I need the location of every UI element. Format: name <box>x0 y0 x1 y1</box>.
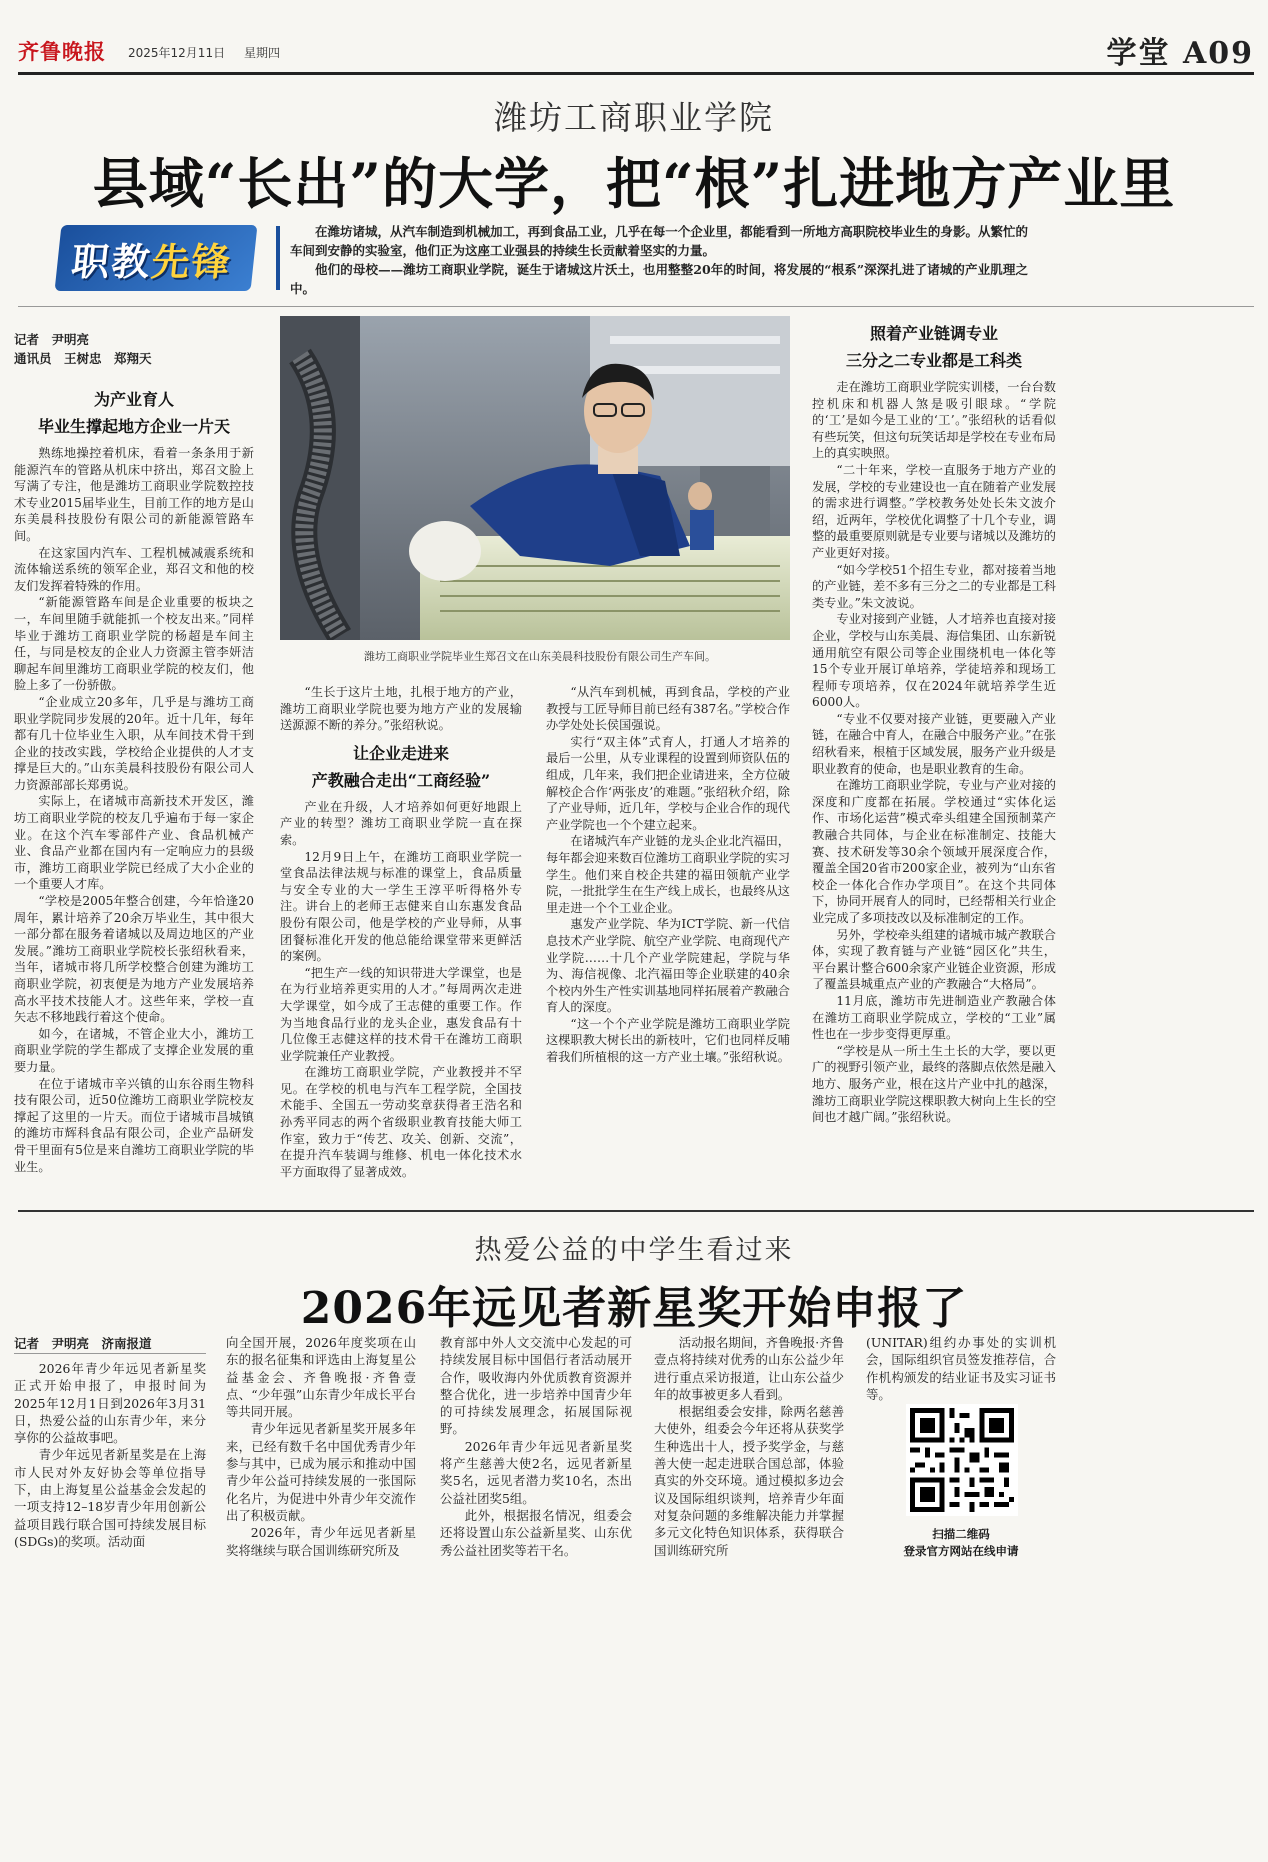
story2-byline: 记者 尹明亮 济南报道 <box>14 1334 206 1354</box>
body-paragraph: 实际上，在诸城市高新技术开发区，潍坊工商职业学院的校友几乎遍布于每一家企业。在这个汽车零部件产业、食品机械产业、食品产业都在国内有一定响应力的县级市，潍坊工商职业学院已经成了大小企业的一个重要人才库。 <box>14 794 254 892</box>
body-paragraph: “学校是从一所土生土长的大学，要以更广的视野引领产业，最终的落脚点依然是融入地方、服务产业，根在这片产业中扎的越深，潍坊工商职业学院这棵职教大树向上生长的空间也才越广阔。”张绍秋说。 <box>812 1043 1056 1125</box>
qr-caption <box>866 1526 1056 1560</box>
badge-text-a: 职教 <box>69 240 154 284</box>
workshop-photo <box>280 316 790 640</box>
body-paragraph: 惠发产业学院、华为ICT学院、新一代信息技术产业学院、航空产业学院、电商现代产业学院……十几个产业学院建起，学院与华为、海信视像、北汽福田等企业联建的40余个校内外生产性实训基地同样拓展着产教融合育人的深度。 <box>546 917 790 1015</box>
story1-column-3 <box>546 684 790 1066</box>
body-paragraph: “企业成立20多年，几乎是与潍坊工商职业学院同步发展的20年。近十几年，每年都有几十位毕业生入职，从车间技术骨干到企业的技改实践，学校给企业提供的人才支撑是巨大的。”山东美晨科技股份有限公司人力资源部部长郑勇说。 <box>14 694 254 792</box>
body-paragraph: 走在潍坊工商职业学院实训楼，一台台数控机床和机器人煞是吸引眼球。“学院的‘工’是如今是工业的‘工’。”张绍秋的话看似有些玩笑，但这句玩笑话却是学校在专业布局上的真实映照。 <box>812 380 1056 461</box>
subhead-line-2: 产教融合走出“工商经验” <box>311 770 491 790</box>
story1-column-4 <box>812 320 1056 1126</box>
body-paragraph: 如今，在诸城，不管企业大小，潍坊工商职业学院的学生都成了支撑企业发展的重要力量。 <box>14 1026 254 1074</box>
body-paragraph: 在潍坊工商职业学院，产业教授并不罕见。在学校的机电与汽车工程学院，全国技术能手、全国五一劳动奖章获得者王浩名和孙秀平同志的两个省级职业教育技能大师工作室，致力于“传艺、攻关、创新、交流”，在提升汽车装调与维修、机电一体化技术水平方面取得了显著成效。 <box>280 1065 522 1179</box>
qr-code-icon <box>910 1408 1014 1512</box>
masthead <box>18 34 1254 74</box>
body-paragraph: (UNITAR)组约办事处的实训机会，国际组织官员签发推荐信，合作机构颁发的结业证书及实习证书等。 <box>866 1335 1056 1402</box>
story1-kicker: 潍坊工商职业学院 <box>494 98 774 137</box>
story2-column-1 <box>14 1334 206 1550</box>
story2-kicker: 热爱公益的中学生看过来 <box>474 1235 794 1266</box>
body-paragraph: 在诸城汽车产业链的龙头企业北汽福田，每年都会迎来数百位潍坊工商职业学院的实习学生。他们来自校企共建的福田领航产业学院，一批批学生在生产线上成长，也最终从这里走进一个个工业企业。 <box>546 834 790 915</box>
body-paragraph: “新能源管路车间是企业重要的板块之一，车间里随手就能抓一个校友出来。”同样毕业于潍坊工商职业学院的杨超是车间主任，与同是校友的企业人力资源主管李妍洁聊起车间里潍坊工商职业学院的校友们，他脸上多了一份骄傲。 <box>14 595 254 693</box>
body-paragraph: 2026年青少年远见者新星奖正式开始申报了，申报时间为2025年12月1日到2026年3月31日，热爱公益的山东青少年，来分享你的公益故事吧。 <box>14 1361 206 1446</box>
story2-column-2 <box>226 1334 416 1559</box>
body-paragraph: “生长于这片土地，扎根于地方的产业，潍坊工商职业学院也要为地方产业的发展输送源源不断的养分。”张绍秋说。 <box>280 685 522 733</box>
byline-reporter: 记者 尹明亮 <box>14 332 90 347</box>
story1-lead <box>290 222 1028 298</box>
subhead-line-1: 照着产业链调专业 <box>869 324 998 343</box>
body-paragraph: 2026年青少年远见者新星奖将产生慈善大使2名，远见者新星奖5名，远见者潜力奖10名，杰出公益社团奖5组。 <box>440 1438 632 1506</box>
issue-date: 2025年12月11日 <box>128 46 226 60</box>
body-paragraph: 专业对接到产业链，人才培养也直接对接企业，学校与山东美晨、海信集团、山东新锐通用航空有限公司等企业围绕机电一体化等15个专业开展订单培养，学徒培养和现场工程师专项培养，仅在2024年就培养学生近6000人。 <box>812 612 1056 710</box>
issue-weekday: 星期四 <box>244 46 281 60</box>
story1-column-1 <box>14 330 254 1175</box>
section-label: 学堂 A09 <box>1106 36 1254 71</box>
body-paragraph: 11月底，潍坊市先进制造业产教融合体在潍坊工商职业学院成立，学校的“工业”属性也在一步步变得更厚重。 <box>812 993 1056 1042</box>
body-paragraph: 在位于诸城市辛兴镇的山东谷雨生物科技有限公司，近50位潍坊工商职业学院校友撑起了这里的一片天。而位于诸城市昌城镇的潍坊市辉科食品有限公司，企业产品研发骨干里面有5位是来自潍坊工商职业学院的毕业生。 <box>14 1076 254 1174</box>
body-paragraph: “从汽车到机械，再到食品，学校的产业教授与工匠导师目前已经有387名。”学校合作办学处处长侯国强说。 <box>546 685 790 733</box>
subhead <box>280 740 522 794</box>
qr-caption-line-2: 登录官方网站在线申请 <box>903 1544 1019 1558</box>
workshop-photo-image <box>280 316 790 640</box>
body-paragraph: “二十年来，学校一直服务于地方产业的发展，学校的专业建设也一直在随着产业发展的需求进行调整。”学校教务处处长朱文波介绍，近两年，学校优化调整了十几个专业，调整的最重要原则就是专业要与诸城以及潍坊的产业更好对接。 <box>812 462 1056 560</box>
subhead-line-1: 为产业育人 <box>93 390 174 409</box>
body-paragraph: “把生产一线的知识带进大学课堂，也是在为行业培养更实用的人才。”每周两次走进大学课堂，如今成了王志健的重要工作。作为当地食品行业的龙头企业，惠发食品有十几位像王志健这样的技术骨干在潍坊工商职业学院兼任产业教授。 <box>280 965 522 1063</box>
body-paragraph: 2026年，青少年远见者新星奖将继续与联合国训练研究所及 <box>226 1525 416 1558</box>
subhead-line-1: 让企业走进来 <box>352 743 449 763</box>
newspaper-logo: 齐鲁晚报 <box>18 39 106 64</box>
story2-column-3 <box>440 1334 632 1559</box>
masthead-rule <box>18 72 1254 75</box>
qr-code[interactable] <box>906 1404 1018 1516</box>
story1-column-2 <box>280 684 522 1180</box>
story2-column-5 <box>866 1334 1056 1403</box>
story2-column-4 <box>654 1334 844 1559</box>
body-paragraph: “专业不仅要对接产业链，更要融入产业链，在融合中育人，在融合中服务产业。”在张绍秋看来，根植于区域发展，服务产业升级是职业教育的使命，也是职业教育的生命。 <box>812 711 1056 776</box>
lead-paragraph: 在潍坊诸城，从汽车制造到机械加工，再到食品工业，几乎在每一个企业里，都能看到一所地方高职院校毕业生的身影。从繁忙的车间到安静的实验室，他们正为这座工业强县的持续生长贡献着坚实的力量。 <box>290 224 1028 258</box>
body-paragraph: 熟练地操控着机床，看着一条条用于新能源汽车的管路从机床中挤出，郑召文脸上写满了专注，他是潍坊工商职业学院数控技术专业2015届毕业生，目前工作的地方是山东美晨科技股份有限公司的新能源管路车间。 <box>14 446 254 543</box>
body-paragraph: 活动报名期间，齐鲁晚报·齐鲁壹点将持续对优秀的山东公益少年进行重点采访报道，让山东公益少年的故事被更多人看到。 <box>654 1335 844 1402</box>
badge-text-b: 先锋 <box>149 240 234 284</box>
body-paragraph: 向全国开展，2026年度奖项在山东的报名征集和评选由上海复星公益基金会、齐鲁晚报·齐鲁壹点、“少年强”山东青少年成长平台等共同开展。 <box>226 1335 416 1420</box>
qr-caption-line-1: 扫描二维码 <box>932 1527 990 1541</box>
body-paragraph: 教育部中外人文交流中心发起的可持续发展目标中国倡行者活动展开合作，吸收海内外优质教育资源并整合优化，进一步培养中国青少年的可持续发展理念，拓展国际视野。 <box>440 1335 632 1437</box>
column-badge <box>55 225 258 291</box>
body-paragraph: 根据组委会安排，除两名慈善大使外，组委会今年还将从获奖学生种选出十人，授予奖学金，与慈善大使一起走进联合国总部，体验真实的外交环境。通过模拟多边会议及国际组织谈判，培养青少年面对复杂问题的多维解决能力并掌握多元文化特色知识体系，获得联合国训练研究所 <box>654 1404 844 1558</box>
body-paragraph: “学校是2005年整合创建，今年恰逢20周年，累计培养了20余万毕业生，其中很大一部分都在服务着诸城以及周边地区的产业发展。”潍坊工商职业学院校长张绍秋看来，当年，诸城市将几所学校整合创建为潍坊工商职业学院，初衷便是为地方产业发展培养高水平技术技能人才。这些年来，学校一直矢志不移地践行着这个使命。 <box>14 894 254 1025</box>
subhead <box>812 320 1056 374</box>
body-paragraph: 此外，根据报名情况，组委会还将设置山东公益新星奖、山东优秀公益社团奖等若干名。 <box>440 1507 632 1558</box>
body-paragraph: 产业在升级，人才培养如何更好地跟上产业的转型？潍坊工商职业学院一直在探索。 <box>280 799 522 847</box>
photo-caption: 潍坊工商职业学院毕业生郑召文在山东美晨科技股份有限公司生产车间。 <box>364 650 716 663</box>
story2-headline: 2026年远见者新星奖开始申报了 <box>300 1283 968 1334</box>
lead-paragraph: 他们的母校——潍坊工商职业学院，诞生于诸城这片沃土，也用整整20年的时间，将发展的“根系”深深扎进了诸城的产业肌理之中。 <box>290 262 1028 296</box>
byline-correspondent: 通讯员 王树忠 郑翔天 <box>14 351 152 366</box>
lead-divider <box>18 306 1254 307</box>
body-paragraph: 在潍坊工商职业学院，专业与产业对接的深度和广度都在拓展。学校通过“实体化运作、市场化运营”模式牵头组建全国预制菜产教融合共同体，与企业在标准制定、技能大赛、技术研发等30余个领域开展深度合作，覆盖全国20省市200家企业，被列为“山东省校企一体化合作办学项目”。在这个共同体下，协同开展育人的同时，已经帮相关行业企业完成了多项技改以及标准制定的工作。 <box>812 778 1056 925</box>
body-paragraph: 在这家国内汽车、工程机械减震系统和流体输送系统的领军企业，郑召文和他的校友们发挥着特殊的作用。 <box>14 545 254 593</box>
body-paragraph: 青少年远见者新星奖开展多年来，已经有数千名中国优秀青少年参与其中，已成为展示和推动中国青少年公益可持续发展的一张国际化名片，为促进中外青少年交流作出了积极贡献。 <box>226 1421 416 1523</box>
subhead-line-2: 三分之二专业都是工科类 <box>845 351 1022 370</box>
lead-accent-bar <box>276 226 280 290</box>
subhead <box>14 386 254 440</box>
body-paragraph: 另外，学校牵头组建的诸城市城产教联合体，实现了教育链与产业链“园区化”共生，平台累计整合600余家产业链企业资源，形成了覆盖县城重点产业的产教融合“大格局”。 <box>812 927 1056 992</box>
body-paragraph: “这一个个产业学院是潍坊工商职业学院这棵职教大树长出的新枝叶，它们也同样反哺着我们所植根的这一方产业土壤。”张绍秋说。 <box>546 1016 790 1065</box>
story1-headline: 县域“长出”的大学，把“根”扎进地方产业里 <box>92 151 1176 216</box>
body-paragraph: 青少年远见者新星奖是在上海市人民对外友好协会等单位指导下，由上海复星公益基金会发起的一项支持12–18岁青少年用创新公益项目践行联合国可持续发展目标(SDGs)的奖项。活动面 <box>14 1447 206 1549</box>
byline <box>14 330 254 368</box>
body-paragraph: “如今学校51个招生专业，都对接着当地的产业链，差不多有三分之二的专业都是工科类专业。”朱文波说。 <box>812 562 1056 610</box>
body-paragraph: 12月9日上午，在潍坊工商职业学院一堂食品法律法规与标准的课堂上，食品质量与安全专业的大一学生王淳平听得格外专注。讲台上的老师王志健来自山东惠发食品股份有限公司，他是学校的产业导师，从事团餐标准化开发的他总能给课堂带来更鲜活的案例。 <box>280 849 522 964</box>
subhead-line-2: 毕业生撑起地方企业一片天 <box>37 417 230 436</box>
body-paragraph: 实行“双主体”式育人，打通人才培养的最后一公里，从专业课程的设置到师资队伍的组成，几年来，我们把企业请进来，全方位破解校企合作‘两张皮’的难题。”张绍秋介绍，除了产业导师，近几年，学校与企业合作的现代产业学院也一个个建立起来。 <box>546 734 790 832</box>
story-divider <box>18 1210 1254 1212</box>
